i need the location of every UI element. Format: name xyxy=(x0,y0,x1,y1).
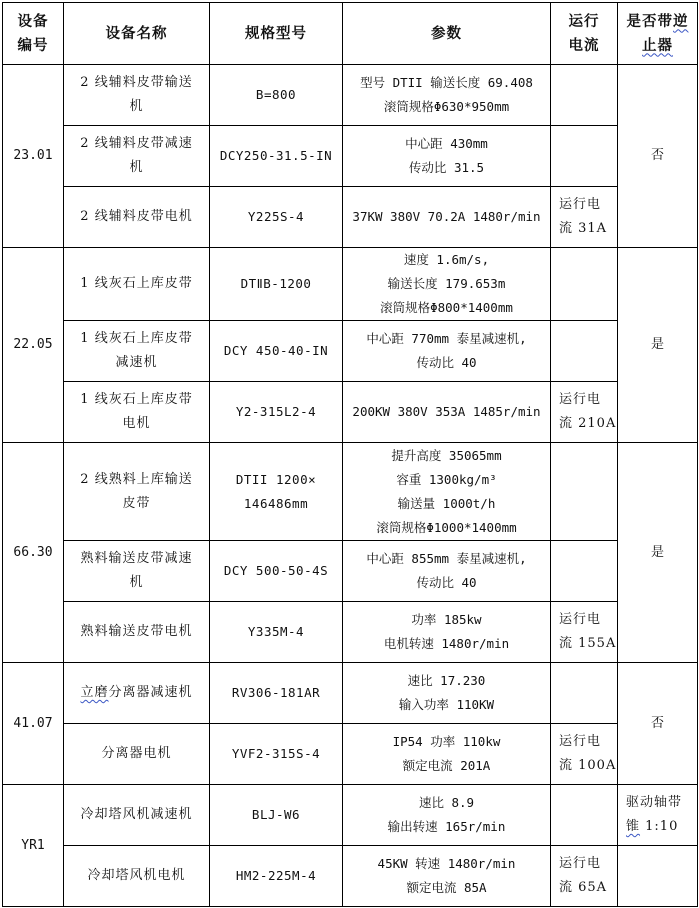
running-current: 运行电 流 65A xyxy=(551,846,618,907)
header-params: 参数 xyxy=(343,3,551,65)
table-row xyxy=(3,187,698,248)
backstop-flag xyxy=(618,846,698,907)
running-current: 运行电 流 31A xyxy=(551,187,618,248)
equipment-code: 41.07 xyxy=(3,663,64,785)
running-current xyxy=(551,541,618,602)
table-row xyxy=(3,443,698,541)
running-current xyxy=(551,321,618,382)
equipment-name: 冷却塔风机电机 xyxy=(64,846,210,907)
equipment-params: 提升高度 35065mm 容重 1300kg/m³ 输送量 1000t/h 滚筒规格Φ1000*1400mm xyxy=(343,443,551,541)
table-row xyxy=(3,602,698,663)
running-current xyxy=(551,663,618,724)
table-row xyxy=(3,663,698,724)
table-row xyxy=(3,846,698,907)
backstop-flag: 是 xyxy=(618,443,698,663)
equipment-name: 2 线熟料上库输送 皮带 xyxy=(64,443,210,541)
equipment-params: IP54 功率 110kw 额定电流 201A xyxy=(343,724,551,785)
equipment-name: 2 线辅料皮带减速 机 xyxy=(64,126,210,187)
backstop-flag: 驱动轴带 锥 1:10 xyxy=(618,785,698,846)
equipment-model: DTⅡB-1200 xyxy=(210,248,343,321)
backstop-flag: 否 xyxy=(618,65,698,248)
equipment-params: 速度 1.6m/s, 输送长度 179.653m 滚筒规格Φ800*1400mm xyxy=(343,248,551,321)
running-current xyxy=(551,248,618,321)
equipment-name: 立磨分离器减速机 xyxy=(64,663,210,724)
equipment-model: B=800 xyxy=(210,65,343,126)
equipment-code: 23.01 xyxy=(3,65,64,248)
equipment-model: Y335M-4 xyxy=(210,602,343,663)
equipment-params: 37KW 380V 70.2A 1480r/min xyxy=(343,187,551,248)
table-row xyxy=(3,541,698,602)
equipment-name: 1 线灰石上库皮带 xyxy=(64,248,210,321)
running-current xyxy=(551,785,618,846)
equipment-table xyxy=(2,2,698,907)
equipment-model: Y2-315L2-4 xyxy=(210,382,343,443)
running-current xyxy=(551,126,618,187)
header-row xyxy=(3,3,698,65)
equipment-name: 熟料输送皮带减速 机 xyxy=(64,541,210,602)
equipment-model: Y225S-4 xyxy=(210,187,343,248)
equipment-model: DCY250-31.5-IN xyxy=(210,126,343,187)
equipment-model: DCY 450-40-IN xyxy=(210,321,343,382)
equipment-code: YR1 xyxy=(3,785,64,907)
backstop-flag: 是 xyxy=(618,248,698,443)
equipment-name: 2 线辅料皮带电机 xyxy=(64,187,210,248)
equipment-name: 2 线辅料皮带输送 机 xyxy=(64,65,210,126)
equipment-params: 功率 185kw 电机转速 1480r/min xyxy=(343,602,551,663)
equipment-model: HM2-225M-4 xyxy=(210,846,343,907)
equipment-params: 型号 DTII 输送长度 69.408 滚筒规格Φ630*950mm xyxy=(343,65,551,126)
running-current: 运行电 流 100A xyxy=(551,724,618,785)
equipment-params: 速比 8.9 输出转速 165r/min xyxy=(343,785,551,846)
equipment-params: 中心距 855mm 泰星减速机, 传动比 40 xyxy=(343,541,551,602)
equipment-name: 1 线灰石上库皮带 减速机 xyxy=(64,321,210,382)
equipment-name: 分离器电机 xyxy=(64,724,210,785)
table-row xyxy=(3,382,698,443)
table-row xyxy=(3,724,698,785)
equipment-params: 速比 17.230 输入功率 110KW xyxy=(343,663,551,724)
header-backstop: 是否带逆 止器 xyxy=(618,3,698,65)
equipment-name: 1 线灰石上库皮带 电机 xyxy=(64,382,210,443)
equipment-params: 中心距 430mm 传动比 31.5 xyxy=(343,126,551,187)
equipment-params: 45KW 转速 1480r/min 额定电流 85A xyxy=(343,846,551,907)
header-model: 规格型号 xyxy=(210,3,343,65)
table-row xyxy=(3,248,698,321)
equipment-model: RV306-181AR xyxy=(210,663,343,724)
header-code: 设备 编号 xyxy=(3,3,64,65)
running-current xyxy=(551,443,618,541)
table-row xyxy=(3,126,698,187)
equipment-code: 22.05 xyxy=(3,248,64,443)
running-current xyxy=(551,65,618,126)
header-name: 设备名称 xyxy=(64,3,210,65)
table-row xyxy=(3,65,698,126)
equipment-code: 66.30 xyxy=(3,443,64,663)
running-current: 运行电 流 210A xyxy=(551,382,618,443)
equipment-model: BLJ-W6 xyxy=(210,785,343,846)
equipment-name: 冷却塔风机减速机 xyxy=(64,785,210,846)
equipment-model: YVF2-315S-4 xyxy=(210,724,343,785)
equipment-model: DTII 1200× 146486mm xyxy=(210,443,343,541)
equipment-params: 中心距 770mm 泰星减速机, 传动比 40 xyxy=(343,321,551,382)
table-row xyxy=(3,785,698,846)
equipment-params: 200KW 380V 353A 1485r/min xyxy=(343,382,551,443)
header-current: 运行 电流 xyxy=(551,3,618,65)
equipment-model: DCY 500-50-4S xyxy=(210,541,343,602)
backstop-flag: 否 xyxy=(618,663,698,785)
equipment-name: 熟料输送皮带电机 xyxy=(64,602,210,663)
running-current: 运行电 流 155A xyxy=(551,602,618,663)
table-row xyxy=(3,321,698,382)
